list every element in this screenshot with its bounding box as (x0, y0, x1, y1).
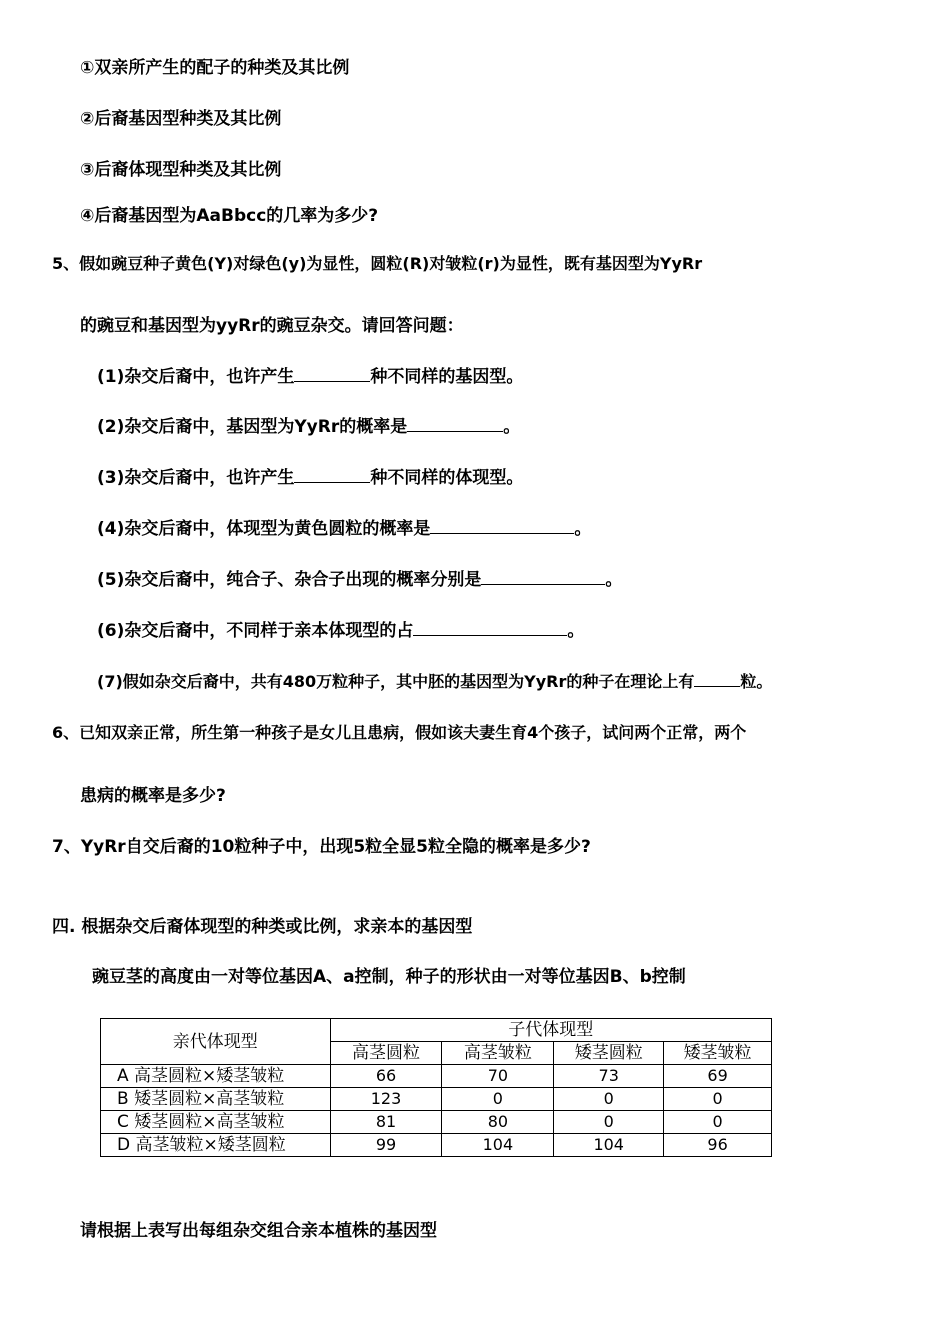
table-cell: 0 (554, 1111, 664, 1134)
answer-blank[interactable] (430, 518, 574, 534)
column-header: 高茎皱粒 (442, 1042, 554, 1065)
q5-sub-1 (97, 366, 523, 388)
q5-sub-2 (97, 416, 520, 438)
table-cell: 66 (330, 1065, 442, 1088)
q5-sub-1-text: (1)杂交后裔中，也许产生 (97, 367, 295, 387)
q5-sub-4 (97, 518, 591, 540)
q5-sub-3-text: (3)杂交后裔中，也许产生 (97, 468, 295, 488)
column-header: 高茎圆粒 (330, 1042, 442, 1065)
q5-intro-line1: 5、假如豌豆种子黄色(Y)对绿色(y)为显性，圆粒(R)对皱粒(r)为显性，既有基因型为YyRr (52, 254, 703, 273)
offspring-phenotype-table (100, 1018, 772, 1157)
q5-sub-2-text: (2)杂交后裔中，基因型为YyRr的概率是 (97, 417, 408, 437)
q5-sub-6 (97, 620, 584, 642)
table-cell: 104 (442, 1134, 554, 1157)
q5-sub-6-tail: 。 (567, 621, 585, 641)
parent-phenotype-header: 亲代体现型 (101, 1019, 331, 1065)
q5-sub-6-text: (6)杂交后裔中，不同样于亲本体现型的占 (97, 621, 414, 641)
q5-sub-4-text: (4)杂交后裔中，体现型为黄色圆粒的概率是 (97, 519, 431, 539)
answer-blank[interactable] (294, 467, 370, 483)
section-4-title: 四. 根据杂交后裔体现型的种类或比例，求亲本的基因型 (52, 917, 473, 937)
q4-item-2: ②后裔基因型种类及其比例 (80, 109, 282, 129)
table-cell: 0 (664, 1111, 772, 1134)
q5-sub-5 (97, 569, 622, 591)
table-cell: 81 (330, 1111, 442, 1134)
table-cell: 96 (664, 1134, 772, 1157)
q5-sub-7-tail: 粒。 (740, 672, 773, 691)
answer-blank[interactable] (694, 671, 740, 687)
row-label: D 高茎皱粒×矮茎圆粒 (101, 1134, 331, 1157)
table-row (101, 1065, 772, 1088)
row-label: C 矮茎圆粒×高茎皱粒 (101, 1111, 331, 1134)
table-cell: 0 (442, 1088, 554, 1111)
q5-sub-3-tail: 种不同样的体现型。 (370, 468, 524, 488)
answer-blank[interactable] (481, 569, 605, 585)
answer-blank[interactable] (294, 366, 370, 382)
footer-instruction: 请根据上表写出每组杂交组合亲本植株的基因型 (80, 1221, 437, 1241)
q7: 7、YyRr自交后裔的10粒种子中，出现5粒全显5粒全隐的概率是多少? (52, 837, 591, 857)
answer-blank[interactable] (413, 620, 567, 636)
q5-sub-1-tail: 种不同样的基因型。 (370, 367, 524, 387)
q5-sub-7 (97, 671, 772, 693)
answer-blank[interactable] (407, 416, 503, 432)
table-cell: 0 (664, 1088, 772, 1111)
table-row (101, 1111, 772, 1134)
q5-sub-7-text: (7)假如杂交后裔中，共有480万粒种子，其中胚的基因型为YyRr的种子在理论上有 (97, 672, 695, 691)
q5-sub-5-tail: 。 (605, 570, 623, 590)
column-header: 矮茎皱粒 (664, 1042, 772, 1065)
row-label: A 高茎圆粒×矮茎皱粒 (101, 1065, 331, 1088)
q4-item-3: ③后裔体现型种类及其比例 (80, 160, 282, 180)
table-cell: 99 (330, 1134, 442, 1157)
q5-sub-3 (97, 467, 523, 489)
q5-sub-4-tail: 。 (574, 519, 592, 539)
table-cell: 70 (442, 1065, 554, 1088)
table-row (101, 1088, 772, 1111)
column-header: 矮茎圆粒 (554, 1042, 664, 1065)
table-row (101, 1134, 772, 1157)
table-cell: 0 (554, 1088, 664, 1111)
q4-item-4: ④后裔基因型为AaBbcc的几率为多少? (80, 206, 379, 226)
table-cell: 80 (442, 1111, 554, 1134)
q5-sub-5-text: (5)杂交后裔中，纯合子、杂合子出现的概率分别是 (97, 570, 482, 590)
q5-sub-2-tail: 。 (503, 417, 521, 437)
q4-item-1: ①双亲所产生的配子的种类及其比例 (80, 58, 350, 78)
offspring-phenotype-header: 子代体现型 (330, 1019, 771, 1042)
table-cell: 123 (330, 1088, 442, 1111)
q6-line1: 6、已知双亲正常，所生第一种孩子是女儿且患病，假如该夫妻生育4个孩子，试问两个正常，两个 (52, 723, 747, 742)
table-cell: 69 (664, 1065, 772, 1088)
table-cell: 104 (554, 1134, 664, 1157)
table-cell: 73 (554, 1065, 664, 1088)
section-4-description: 豌豆茎的高度由一对等位基因A、a控制，种子的形状由一对等位基因B、b控制 (92, 967, 686, 987)
q5-intro-line2: 的豌豆和基因型为yyRr的豌豆杂交。请回答问题： (80, 316, 464, 336)
row-label: B 矮茎圆粒×高茎皱粒 (101, 1088, 331, 1111)
q6-line2: 患病的概率是多少? (80, 786, 226, 806)
